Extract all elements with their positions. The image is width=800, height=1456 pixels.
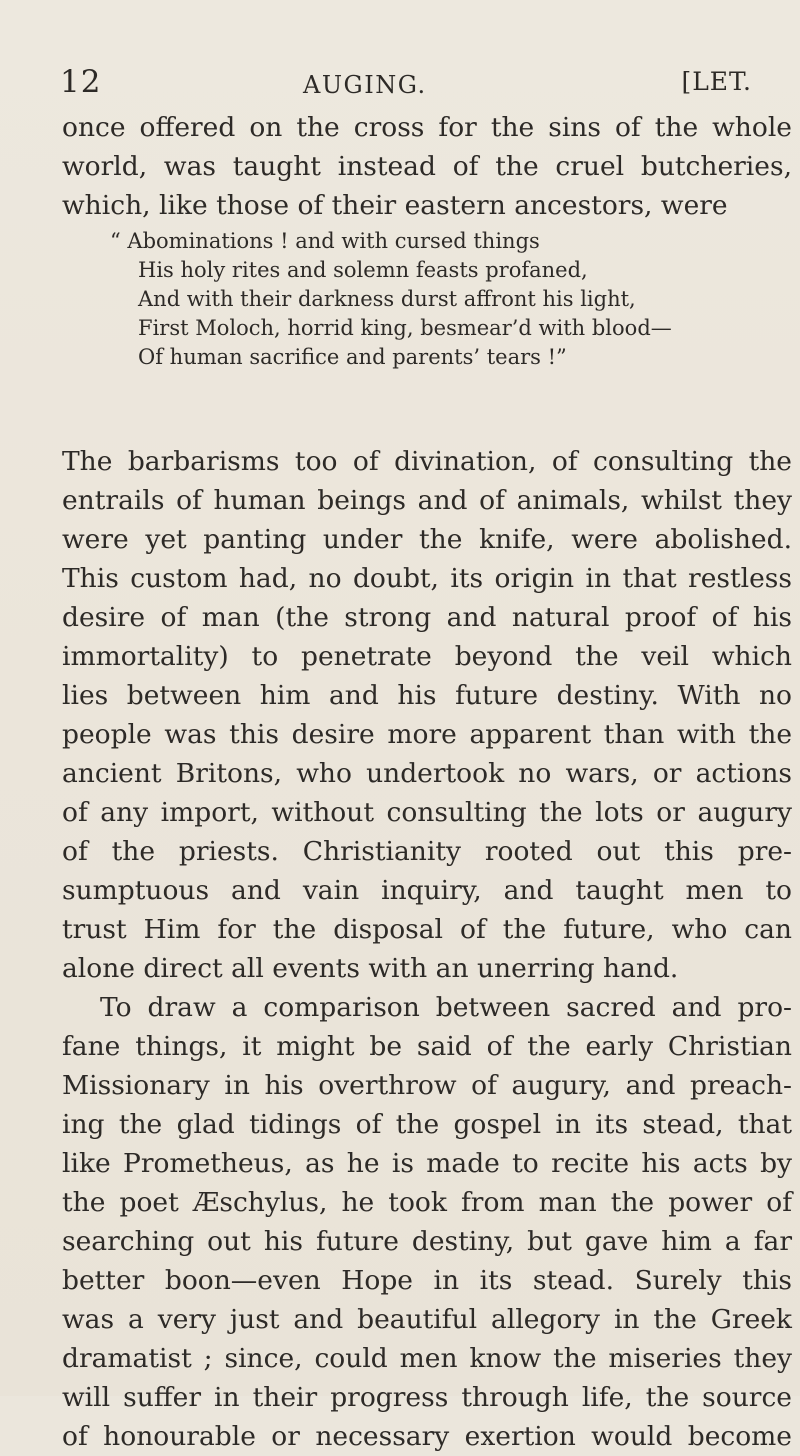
text-line: immortality) to penetrate beyond the veil which [62,641,792,672]
text-line: of the priests. Christianity rooted out this pre- [62,836,792,867]
text-line: of honourable or necessary exertion would become [62,1421,792,1452]
text-line: entrails of human beings and of animals, whilst they [62,485,792,516]
page-number: 12 [60,64,102,100]
text-line: desire of man (the strong and natural proof of his [62,602,792,633]
text-line: fane things, it might be said of the early Christian [62,1031,792,1062]
text-line: which, like those of their eastern ancestors, were [62,190,728,221]
verse-quotation [110,227,672,372]
paragraph-one [62,108,792,225]
text-line: like Prometheus, as he is made to recite his acts by [62,1148,792,1179]
paragraph-three [62,988,792,1456]
verse-line: “ Abominations ! and with cursed things [110,229,540,253]
text-line: lies between him and his future destiny. With no [62,680,792,711]
text-line: world, was taught instead of the cruel butcheries, [62,151,792,182]
text-line: better boon—even Hope in its stead. Surely this [62,1265,792,1296]
text-line: once offered on the cross for the sins of the whole [62,112,792,143]
verse-line: Of human sacrifice and parents’ tears !” [138,345,567,369]
verse-line: First Moloch, horrid king, besmear’d with blood— [138,316,672,340]
text-line: Missionary in his overthrow of augury, and preach- [62,1070,792,1101]
text-line: the poet Æschylus, he took from man the power of [62,1187,792,1218]
text-line: of any import, without consulting the lots or augury [62,797,792,828]
text-line: trust Him for the disposal of the future, who can [62,914,792,945]
text-line: will suffer in their progress through life, the source [62,1382,792,1413]
running-title: AUGING. [303,71,427,99]
text-line: The barbarisms too of divination, of consulting the [62,446,792,477]
text-line: were yet panting under the knife, were abolished. [62,524,792,555]
verse-line: And with their darkness durst affront his light, [138,287,636,311]
text-line: ancient Britons, who undertook no wars, or actions [62,758,792,789]
text-line: alone direct all events with an unerring hand. [62,953,679,984]
text-line: This custom had, no doubt, its origin in that restless [62,563,792,594]
text-line: was a very just and beautiful allegory in the Greek [62,1304,792,1335]
page-header [60,64,752,104]
section-label: [LET. [681,67,752,96]
verse-line: His holy rites and solemn feasts profaned, [138,258,588,282]
text-line: sumptuous and vain inquiry, and taught men to [62,875,792,906]
text-line: ing the glad tidings of the gospel in its stead, that [62,1109,792,1140]
text-line: searching out his future destiny, but gave him a far [62,1226,792,1257]
text-line: To draw a comparison between sacred and pro- [100,992,792,1023]
paragraph-two [62,442,792,988]
text-line: dramatist ; since, could men know the miseries they [62,1343,792,1374]
text-line: people was this desire more apparent than with the [62,719,792,750]
